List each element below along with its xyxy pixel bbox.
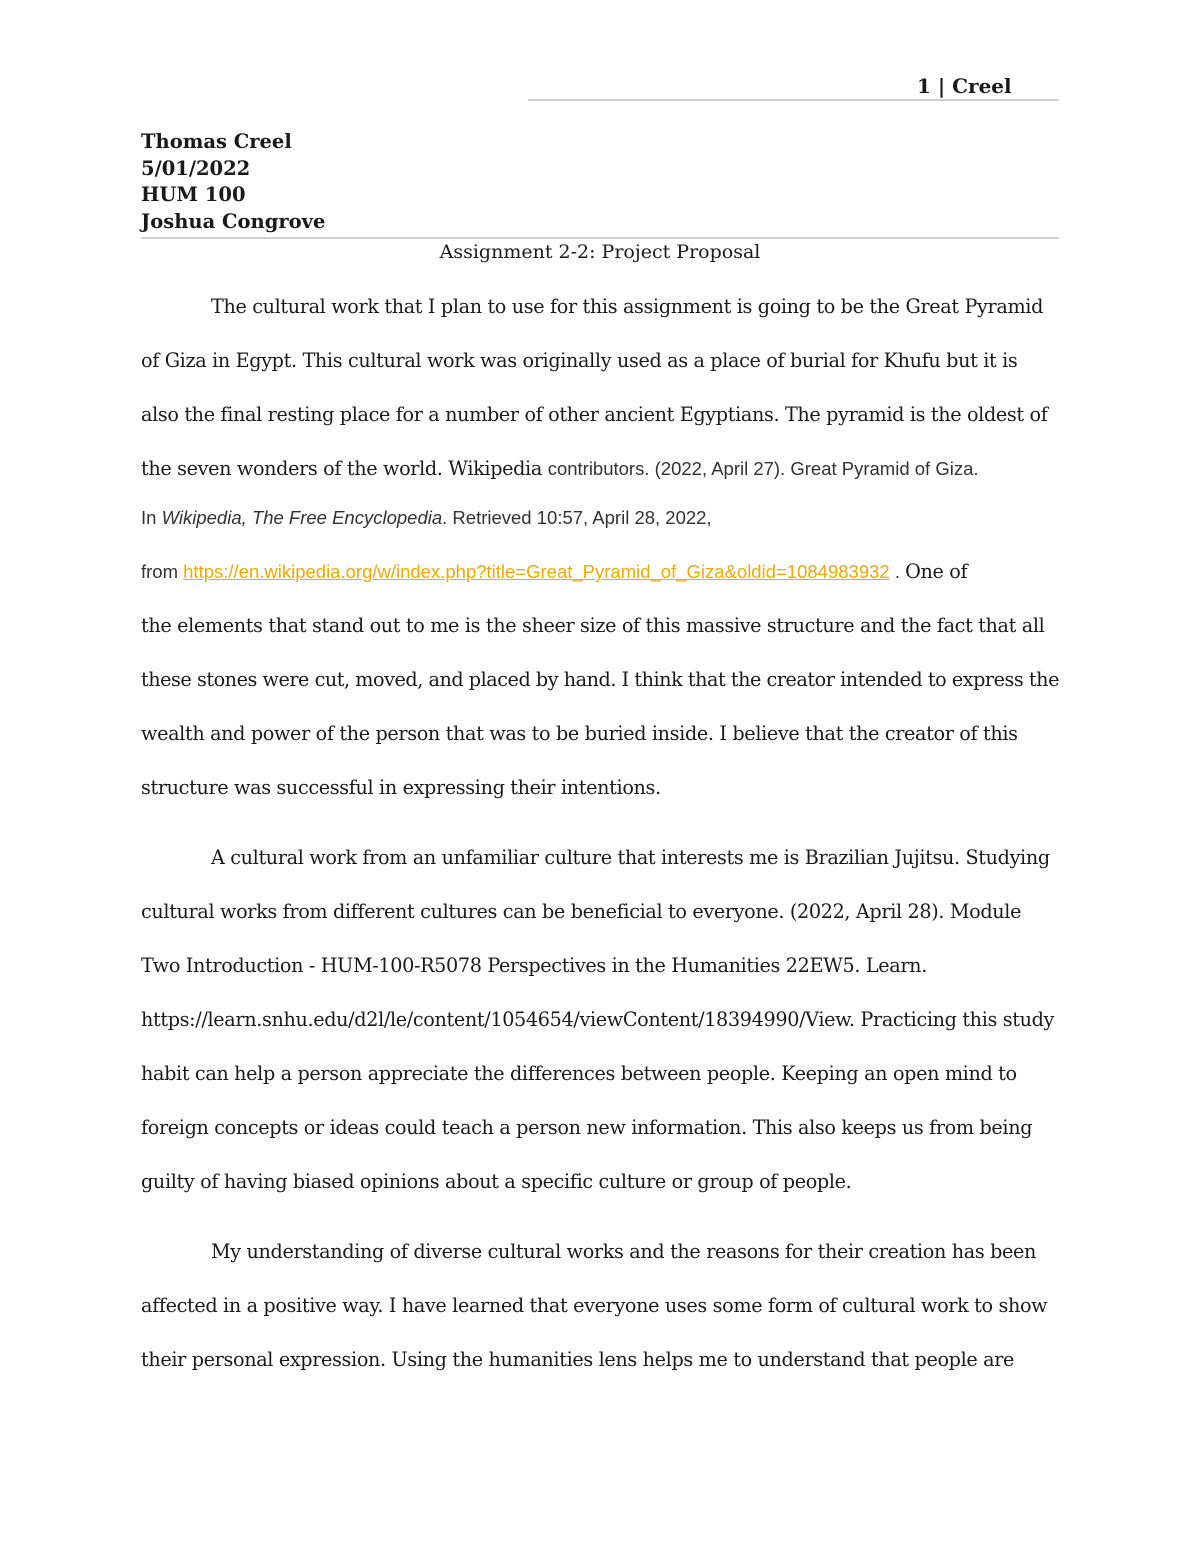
paragraph-2-line: https://learn.snhu.edu/d2l/le/content/1054654/viewContent/18394990/View. Practicing this study xyxy=(141,1008,1055,1031)
paragraph-2-line: cultural works from different cultures can be beneficial to everyone. (2022, April 28). Module xyxy=(141,900,1022,923)
instructor: Joshua Congrove xyxy=(141,209,326,233)
paragraph-1-line: structure was successful in expressing their intentions. xyxy=(141,776,661,799)
citation-url-line xyxy=(141,560,967,583)
header-rule xyxy=(528,99,1059,101)
paragraph-1-line xyxy=(141,457,979,480)
date: 5/01/2022 xyxy=(141,156,251,180)
paragraph-2-line: A cultural work from an unfamiliar culture that interests me is Brazilian Jujitsu. Studying xyxy=(211,846,1050,869)
citation-from: from xyxy=(141,561,184,582)
citation-retrieved: . Retrieved 10:57, April 28, 2022, xyxy=(442,507,712,528)
course: HUM 100 xyxy=(141,183,246,206)
document-title: Assignment 2-2: Project Proposal xyxy=(439,241,761,263)
paragraph-1-line: of Giza in Egypt. This cultural work was originally used as a place of burial for Khufu but it is xyxy=(141,349,1018,372)
paragraph-3-line: their personal expression. Using the humanities lens helps me to understand that people are xyxy=(141,1348,1015,1371)
paragraph-2-line: guilty of having biased opinions about a specific culture or group of people. xyxy=(141,1170,852,1193)
citation-in: In xyxy=(141,507,162,528)
heading-block xyxy=(141,129,325,235)
author-name: Thomas Creel xyxy=(141,130,292,153)
paragraph-3-line: affected in a positive way. I have learned that everyone uses some form of cultural work to show xyxy=(141,1294,1048,1317)
paragraph-1-line: also the final resting place for a number of other ancient Egyptians. The pyramid is the oldest of xyxy=(141,403,1048,426)
paragraph-1-line: these stones were cut, moved, and placed by hand. I think that the creator intended to express the xyxy=(141,668,1059,691)
citation-lead: the seven wonders of the world. Wikipedia xyxy=(141,457,548,480)
page-number-header: 1 | Creel xyxy=(917,74,1012,98)
citation-text: contributors. (2022, April 27). Great Pyramid of Giza. xyxy=(547,458,979,479)
citation-source-italic: Wikipedia, The Free Encyclopedia xyxy=(161,507,443,528)
paragraph-1-line: wealth and power of the person that was to be buried inside. I believe that the creator of this xyxy=(141,722,1018,745)
paragraph-1-line: the elements that stand out to me is the sheer size of this massive structure and the fact that all xyxy=(141,614,1045,637)
paragraph-1-line: The cultural work that I plan to use for this assignment is going to be the Great Pyramid xyxy=(211,295,1044,318)
heading-rule xyxy=(141,237,1059,239)
paragraph-2-line: habit can help a person appreciate the differences between people. Keeping an open mind to xyxy=(141,1062,1017,1085)
wikipedia-link[interactable]: https://en.wikipedia.org/w/index.php?title=Great_Pyramid_of_Giza&oldid=1084983932 xyxy=(183,561,890,582)
paragraph-3-line: My understanding of diverse cultural works and the reasons for their creation has been xyxy=(211,1240,1037,1263)
citation-period: . xyxy=(889,561,906,582)
citation-line xyxy=(141,507,712,529)
paragraph-2-line: Two Introduction - HUM-100-R5078 Perspectives in the Humanities 22EW5. Learn. xyxy=(141,954,927,977)
paragraph-1-continuation: One of xyxy=(905,560,968,583)
paragraph-2-line: foreign concepts or ideas could teach a person new information. This also keeps us from being xyxy=(141,1116,1033,1139)
